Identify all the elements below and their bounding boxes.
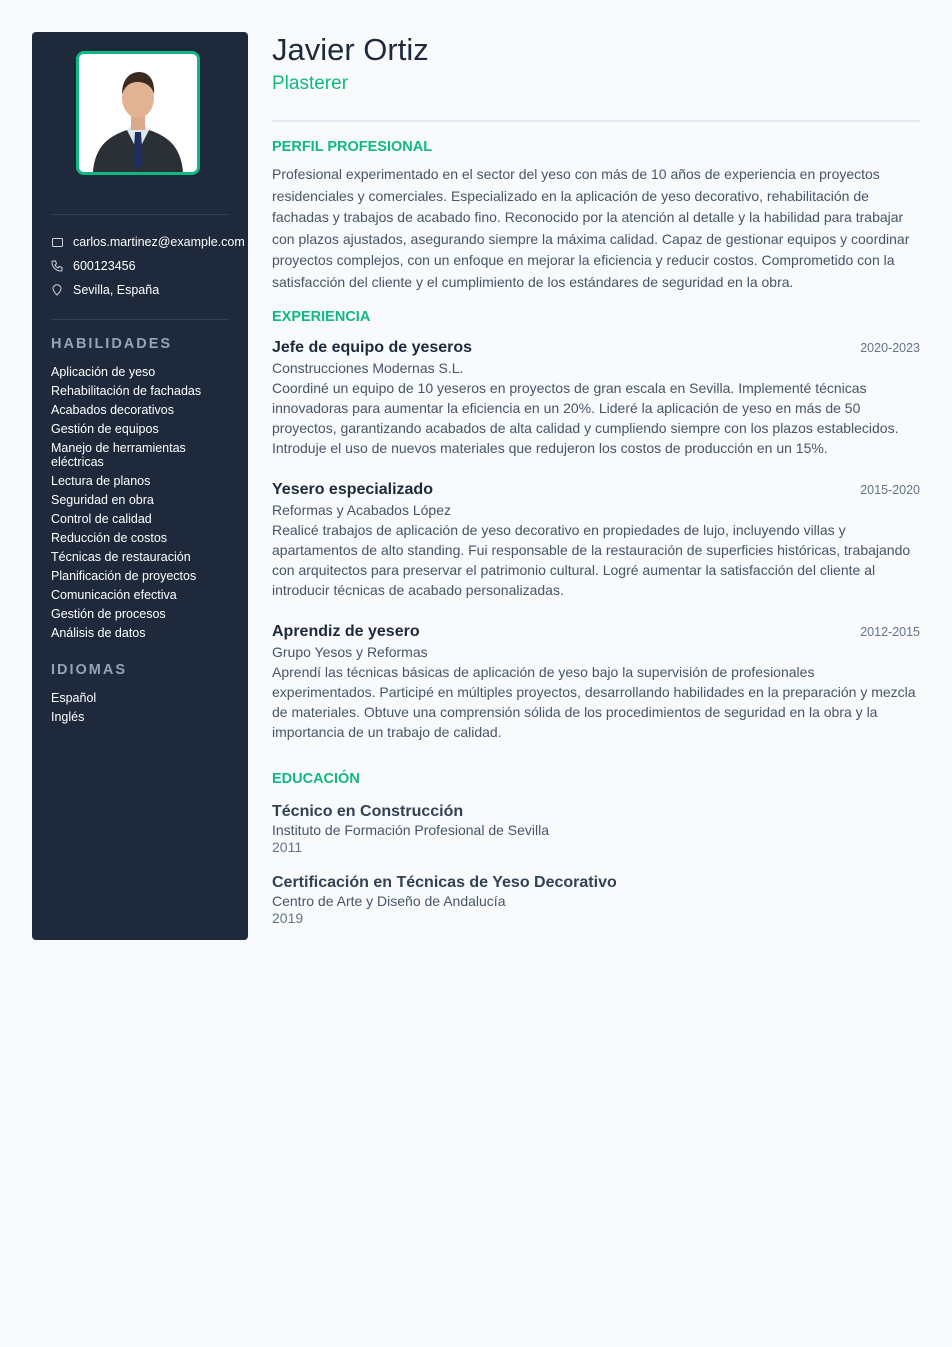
skill-item: Gestión de equipos xyxy=(51,422,159,436)
email-text: carlos.martinez@example.com xyxy=(73,235,245,249)
job-description: Aprendí las técnicas básicas de aplicación de yeso bajo la supervisión de profesionales experimentados. Participé en múltiples proyectos, desarrollando habilidades en la preparación y mezcla de materiales. Obtuve una comprensión sólida de los procedimientos de seguridad en la obra y la importancia de un trabajo de calidad. xyxy=(272,663,916,740)
skills-list xyxy=(51,365,221,645)
experience-entry xyxy=(272,480,920,600)
language-item: Inglés xyxy=(51,710,85,724)
graduation-year: 2011 xyxy=(272,838,303,855)
job-years: 2012-2015 xyxy=(860,624,920,639)
job-company: Reformas y Acabados López xyxy=(272,501,451,518)
header-divider xyxy=(272,120,920,122)
education-entry xyxy=(272,802,920,855)
location-text: Sevilla, España xyxy=(73,283,160,297)
degree-title: Técnico en Construcción xyxy=(272,802,464,820)
job-description: Realicé trabajos de aplicación de yeso decorativo en propiedades de lujo, incluyendo villas y apartamentos de alto standing. Fui responsable de la restauración de superficies históricas, trabajando con arquitectos para preservar el patrimonio cultural. Logré aumentar la satisfacción del cliente al introducir técnicas de acabado personalizadas. xyxy=(272,521,911,598)
summary-heading: PERFIL PROFESIONAL xyxy=(272,139,433,155)
education-entry xyxy=(272,873,920,926)
job-title: Jefe de equipo de yeseros xyxy=(272,338,473,356)
profile-photo xyxy=(76,51,200,175)
school-name: Centro de Arte y Diseño de Andalucía xyxy=(272,892,506,909)
job-company: Construcciones Modernas S.L. xyxy=(272,359,464,376)
degree-title: Certificación en Técnicas de Yeso Decorativo xyxy=(272,873,617,891)
education-heading: EDUCACIÓN xyxy=(272,770,360,787)
job-description: Coordiné un equipo de 10 yeseros en proyectos de gran escala en Sevilla. Implementé técnicas innovadoras para aumentar la eficiencia en un 20%. Lideré la aplicación de yeso en más de 50 proyectos, garantizando acabados de alta calidad y cumpliendo siempre con los plazos establecidos. Introduje el uso de nuevos materiales que redujeron los costos de producción en un 15%. xyxy=(272,379,899,456)
skill-item: Acabados decorativos xyxy=(51,403,174,417)
skills-heading: HABILIDADES xyxy=(51,336,173,352)
sidebar-divider xyxy=(51,319,229,320)
skill-item: Técnicas de restauración xyxy=(51,550,191,564)
school-name: Instituto de Formación Profesional de Sevilla xyxy=(272,821,550,838)
mail-icon xyxy=(51,236,63,248)
contact-info xyxy=(51,230,251,302)
skill-item: Gestión de procesos xyxy=(51,607,166,621)
phone-text: 600123456 xyxy=(73,259,136,273)
skill-item: Análisis de datos xyxy=(51,626,146,640)
location-pin-icon xyxy=(51,284,63,296)
candidate-role: Plasterer xyxy=(272,73,349,94)
skill-item: Rehabilitación de fachadas xyxy=(51,384,202,398)
contact-phone[interactable] xyxy=(51,254,251,278)
experience-heading: EXPERIENCIA xyxy=(272,308,371,325)
experience-entry xyxy=(272,338,920,458)
skill-item: Reducción de costos xyxy=(51,531,168,545)
job-title: Aprendiz de yesero xyxy=(272,622,420,640)
languages-list xyxy=(51,691,221,729)
sidebar xyxy=(32,32,248,940)
graduation-year: 2019 xyxy=(272,909,304,926)
phone-icon xyxy=(51,260,63,272)
skill-item: Seguridad en obra xyxy=(51,493,154,507)
skill-item: Control de calidad xyxy=(51,512,152,526)
summary-text: Profesional experimentado en el sector del yeso con más de 10 años de experiencia en proyectos residenciales y comerciales. Especializado en la aplicación de yeso decorativo, rehabilitación de fachadas y trabajos de acabado fino. Reconocido por la atención al detalle y la habilidad para trabajar con plazos ajustados, asegurando siempre la máxima calidad. Capaz de gestionar equipos y coordinar proyectos complejos, con un enfoque en mejorar la eficiencia y reducir costos. Comprometido con la satisfacción del cliente y el cumplimiento de los estándares de seguridad en la obra. xyxy=(272,166,910,290)
main-content xyxy=(272,32,920,926)
skill-item: Comunicación efectiva xyxy=(51,588,177,602)
contact-location xyxy=(51,278,251,302)
skill-item: Aplicación de yeso xyxy=(51,365,156,379)
language-item: Español xyxy=(51,691,97,705)
person-portrait-image xyxy=(79,54,197,172)
experience-entry xyxy=(272,622,920,742)
skill-item: Lectura de planos xyxy=(51,474,151,488)
contact-email[interactable] xyxy=(51,230,251,254)
sidebar-divider xyxy=(51,214,229,215)
skill-item: Manejo de herramientas eléctricas xyxy=(51,441,186,469)
languages-heading: IDIOMAS xyxy=(51,662,128,678)
candidate-name: Javier Ortiz xyxy=(272,32,429,67)
job-company: Grupo Yesos y Reformas xyxy=(272,643,428,660)
job-title: Yesero especializado xyxy=(272,480,433,498)
job-years: 2015-2020 xyxy=(860,482,920,497)
skill-item: Planificación de proyectos xyxy=(51,569,197,583)
job-years: 2020-2023 xyxy=(860,340,920,355)
